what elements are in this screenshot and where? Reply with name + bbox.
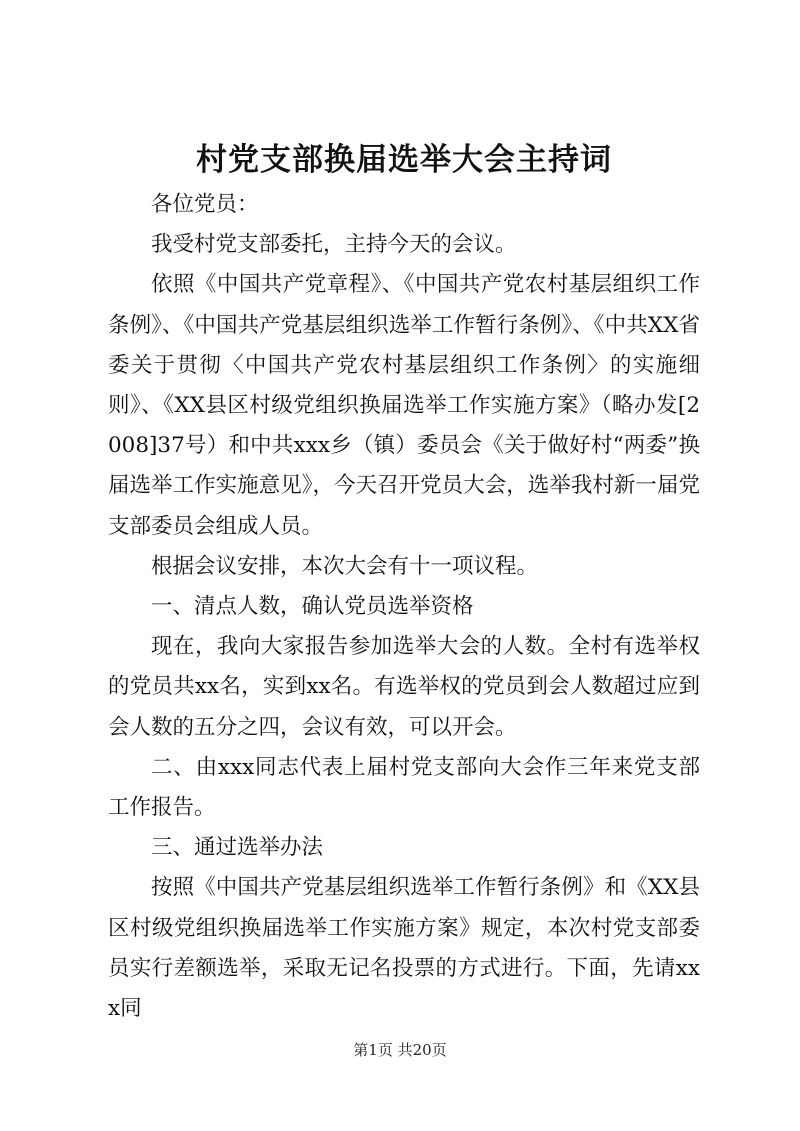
document-title: 村党支部换届选举大会主持词: [196, 142, 612, 178]
document-body: [108, 185, 700, 1029]
paragraph-intro: 我受村党支部委托，主持今天的会议。: [151, 232, 517, 258]
paragraph-attendance: 现在，我向大家报告参加选举大会的人数。全村有选举权的党员共xx名，实到xx名。有选举权的党员到会人数超过应到会人数的五分之四，会议有效，可以开会。: [108, 634, 700, 740]
paragraph-election-method: 按照《中国共产党基层组织选举工作暂行条例》和《XX县区村级党组织换届选举工作实施方案》规定，本次村党支部委员实行差额选举，采取无记名投票的方式进行。下面，先请xxx同: [108, 875, 700, 1022]
paragraph-agenda: 根据会议安排，本次大会有十一项议程。: [151, 553, 539, 579]
paragraph-salutation: 各位党员：: [151, 192, 259, 217]
heading-item-2: 二、由xxx同志代表上届村党支部向大会作三年来党支部工作报告。: [108, 754, 700, 821]
page-number-footer: 第1页 共20页: [353, 1041, 447, 1059]
heading-item-1: 一、清点人数，确认党员选举资格: [151, 594, 474, 620]
heading-item-3: 三、通过选举办法: [151, 835, 324, 861]
paragraph-basis: 依照《中国共产党章程》、《中国共产党农村基层组织工作条例》、《中国共产党基层组织选举工作暂行条例》、《中共XX省委关于贯彻〈中国共产党农村基层组织工作条例〉的实施细则》、《XX县区村级党组织换届选举工作实施方案》（略办发[2008]37号）和中共xxx乡（镇）委员会《关于做好村“两委”换届选举工作实施意见》，今天召开党员大会，选举我村新一届党支部委员会组成人员。: [108, 272, 700, 539]
